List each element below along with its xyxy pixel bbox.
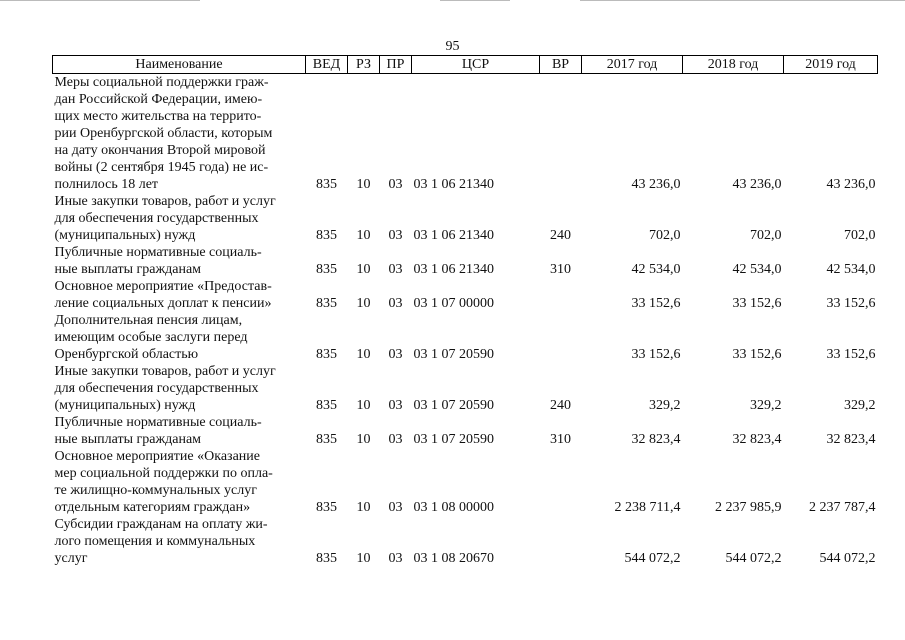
top-rule-mid [440, 0, 510, 1]
row-2018-value: 544 072,2 [725, 551, 782, 566]
row-name-line: имеющим особые заслуги перед [54, 330, 248, 345]
table-row [53, 312, 878, 363]
row-vr [540, 278, 582, 312]
top-rule-right [580, 0, 905, 1]
row-pr: 03 [388, 347, 403, 362]
header-row [53, 56, 878, 74]
row-name-line: щих место жительства на террито- [54, 109, 262, 124]
row-2018-value: 702,0 [750, 228, 782, 243]
row-name [53, 312, 306, 363]
row-name-line: Публичные нормативные социаль- [54, 415, 262, 430]
row-name [53, 74, 306, 194]
row-name [53, 278, 306, 312]
row-2018-value: 329,2 [750, 398, 782, 413]
table-row [53, 278, 878, 312]
row-2019-value: 33 152,6 [826, 347, 876, 362]
table-row [53, 448, 878, 516]
page-number: 95 [445, 39, 460, 54]
row-2019-value: 2 237 787,4 [809, 500, 876, 515]
row-rz: 10 [356, 347, 371, 362]
row-name-line: (муниципальных) нужд [54, 228, 196, 243]
row-pr: 03 [388, 296, 403, 311]
row-vr [540, 74, 582, 194]
row-name-line: Иные закупки товаров, работ и услуг [54, 194, 276, 209]
row-ved: 835 [316, 177, 337, 192]
header-ved: ВЕД [306, 56, 348, 74]
row-csr: 03 1 08 00000 [413, 500, 494, 515]
header-name: Наименование [53, 56, 306, 74]
row-name-line: те жилищно-коммунальных услуг [54, 483, 257, 498]
row-ved: 835 [316, 262, 337, 277]
row-name-line: для обеспечения государственных [54, 211, 259, 226]
row-name-line: Публичные нормативные социаль- [54, 245, 262, 260]
row-2019-value: 702,0 [844, 228, 876, 243]
row-2017-value: 33 152,6 [631, 347, 681, 362]
row-2017-value: 42 534,0 [631, 262, 681, 277]
row-name-line: на дату окончания Второй мировой [54, 143, 266, 158]
row-2017-value: 702,0 [649, 228, 681, 243]
row-name-line: Основное мероприятие «Оказание [54, 449, 260, 464]
row-name-line: мер социальной поддержки по опла- [54, 466, 273, 481]
row-vr: 310 [550, 432, 571, 447]
row-2017-value: 43 236,0 [631, 177, 681, 192]
row-2017-value: 32 823,4 [631, 432, 681, 447]
row-rz: 10 [356, 551, 371, 566]
row-name-line: ление социальных доплат к пенсии» [54, 296, 272, 311]
header-csr: ЦСР [412, 56, 540, 74]
row-ved: 835 [316, 296, 337, 311]
row-pr: 03 [388, 177, 403, 192]
row-name-line: отдельным категориям граждан» [54, 500, 251, 515]
row-2019-value: 544 072,2 [819, 551, 876, 566]
row-csr: 03 1 07 20590 [413, 347, 494, 362]
row-pr: 03 [388, 432, 403, 447]
budget-table [52, 55, 878, 567]
row-rz: 10 [356, 296, 371, 311]
row-name-line: Субсидии гражданам на оплату жи- [54, 517, 268, 532]
row-csr: 03 1 07 20590 [413, 398, 494, 413]
table-row [53, 74, 878, 194]
row-name-line: Основное мероприятие «Предостав- [54, 279, 272, 294]
row-vr [540, 312, 582, 363]
row-2017-value: 544 072,2 [624, 551, 681, 566]
top-rule-left [0, 0, 200, 1]
row-ved: 835 [316, 398, 337, 413]
row-name-line: для обеспечения государственных [54, 381, 259, 396]
row-name-line: ные выплаты гражданам [54, 262, 202, 277]
row-2019-value: 42 534,0 [826, 262, 876, 277]
row-name-line: Дополнительная пенсия лицам, [54, 313, 243, 328]
row-vr: 240 [550, 398, 571, 413]
header-2018: 2018 год [683, 56, 784, 74]
row-name-line: Меры социальной поддержки граж- [54, 75, 269, 90]
row-name [53, 448, 306, 516]
row-name [53, 414, 306, 448]
table-row [53, 414, 878, 448]
row-vr [540, 448, 582, 516]
row-csr: 03 1 07 20590 [413, 432, 494, 447]
row-2018-value: 33 152,6 [732, 296, 782, 311]
row-2019-value: 43 236,0 [826, 177, 876, 192]
row-2017-value: 329,2 [649, 398, 681, 413]
row-rz: 10 [356, 177, 371, 192]
row-name-line: Иные закупки товаров, работ и услуг [54, 364, 276, 379]
row-pr: 03 [388, 500, 403, 515]
row-2017-value: 2 238 711,4 [614, 500, 681, 515]
row-2019-value: 329,2 [844, 398, 876, 413]
row-pr: 03 [388, 228, 403, 243]
row-name-line: услуг [54, 551, 88, 566]
row-name-line: Оренбургской областью [54, 347, 199, 362]
row-csr: 03 1 07 00000 [413, 296, 494, 311]
row-name-line: полнилось 18 лет [54, 177, 159, 192]
row-name-line: (муниципальных) нужд [54, 398, 196, 413]
row-ved: 835 [316, 228, 337, 243]
row-csr: 03 1 06 21340 [413, 228, 494, 243]
row-rz: 10 [356, 262, 371, 277]
row-name [53, 363, 306, 414]
row-name-line: рии Оренбургской области, которым [54, 126, 273, 141]
table-row [53, 244, 878, 278]
row-csr: 03 1 06 21340 [413, 262, 494, 277]
row-2018-value: 32 823,4 [732, 432, 782, 447]
header-rz: РЗ [348, 56, 380, 74]
table-row [53, 193, 878, 244]
row-ved: 835 [316, 551, 337, 566]
table-row [53, 516, 878, 567]
row-name [53, 244, 306, 278]
row-2018-value: 42 534,0 [732, 262, 782, 277]
row-vr: 310 [550, 262, 571, 277]
row-ved: 835 [316, 347, 337, 362]
table-body [53, 74, 878, 568]
row-name-line: лого помещения и коммунальных [54, 534, 256, 549]
row-name [53, 193, 306, 244]
row-2018-value: 2 237 985,9 [715, 500, 782, 515]
row-ved: 835 [316, 432, 337, 447]
row-name-line: дан Российской Федерации, имею- [54, 92, 263, 107]
row-ved: 835 [316, 500, 337, 515]
row-name [53, 516, 306, 567]
row-pr: 03 [388, 551, 403, 566]
row-rz: 10 [356, 432, 371, 447]
row-name-line: войны (2 сентября 1945 года) не ис- [54, 160, 269, 175]
table-row [53, 363, 878, 414]
row-2018-value: 43 236,0 [732, 177, 782, 192]
row-2018-value: 33 152,6 [732, 347, 782, 362]
row-2019-value: 33 152,6 [826, 296, 876, 311]
row-csr: 03 1 08 20670 [413, 551, 494, 566]
row-vr: 240 [550, 228, 571, 243]
header-2019: 2019 год [784, 56, 878, 74]
header-pr: ПР [380, 56, 412, 74]
row-rz: 10 [356, 500, 371, 515]
row-pr: 03 [388, 398, 403, 413]
row-2017-value: 33 152,6 [631, 296, 681, 311]
row-vr [540, 516, 582, 567]
row-name-line: ные выплаты гражданам [54, 432, 202, 447]
row-2019-value: 32 823,4 [826, 432, 876, 447]
header-2017: 2017 год [582, 56, 683, 74]
row-csr: 03 1 06 21340 [413, 177, 494, 192]
header-vr: ВР [540, 56, 582, 74]
row-rz: 10 [356, 398, 371, 413]
row-rz: 10 [356, 228, 371, 243]
row-pr: 03 [388, 262, 403, 277]
